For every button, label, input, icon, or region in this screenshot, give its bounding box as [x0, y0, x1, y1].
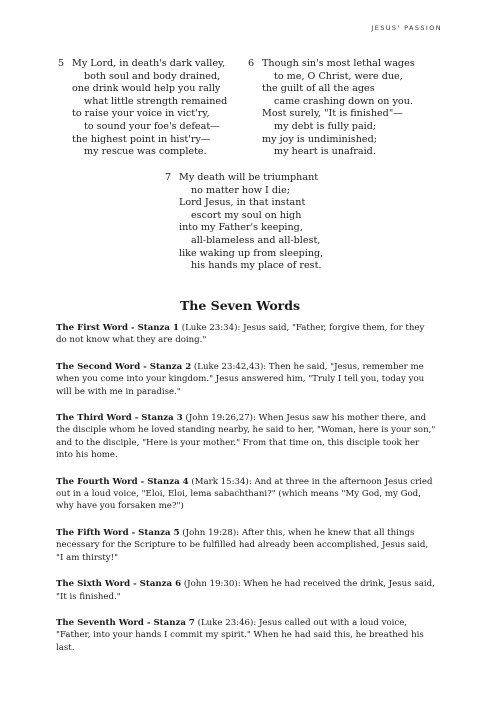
word-heading: The Fifth Word - Stanza 5 [56, 527, 180, 538]
stanza-line: the highest point in hist'ry— [72, 133, 211, 145]
word-heading: The First Word - Stanza 1 [56, 323, 179, 333]
word-text: (John 19:30): When he had received the drink, Jesus said, "It is finished." [56, 579, 435, 602]
running-head: JESUS' PASSION [371, 24, 442, 32]
word-text: (John 19:26,27): When Jesus saw his mother there, and the disciple whom he loved standing nearby, he said to her, "Woman, here is your son," and to the disciple, "Here is your mother." From that time on, this disciple took her into his home. [56, 413, 436, 461]
stanza-line: both soul and body drained, [84, 70, 221, 82]
stanza-number: 6 [248, 58, 255, 69]
word-entry [56, 476, 436, 513]
word-text: (Luke 23:42,43): Then he said, "Jesus, remember me when you come into your kingdom." Jesus answered him, "Truly I tell you, today you will be with me in paradise." [56, 361, 425, 397]
stanza-line: to raise your voice in vict'ry, [72, 108, 210, 120]
stanza-line: Though sin's most lethal wages [262, 58, 415, 69]
word-text: (Mark 15:34): And at three in the afternoon Jesus cried out in a loud voice, "Eloi, Eloi, lema sabachthani?" (which means "My God, my God, why have you forsaken me?") [56, 476, 433, 512]
stanza-line: my debt is fully paid; [274, 120, 377, 132]
word-entry [56, 361, 436, 398]
word-heading: The Third Word - Stanza 3 [56, 413, 183, 424]
word-entry [56, 412, 436, 462]
hymn-stanza-6 [248, 58, 415, 159]
stanza-line: Most surely, "It is finished"— [262, 108, 403, 120]
stanza-line: my joy is undiminished; [262, 133, 377, 145]
stanza-line: my rescue was complete. [84, 146, 207, 158]
stanza-line: to me, O Christ, were due, [274, 70, 403, 82]
stanza-line: what little strength remained [84, 95, 228, 107]
word-heading: The Fourth Word - Stanza 4 [56, 476, 189, 487]
stanza-line: Lord Jesus, in that instant [179, 197, 306, 209]
stanza-line: escort my soul on high [191, 209, 302, 221]
stanza-line: one drink would help you rally [72, 83, 221, 95]
stanza-line: my heart is unafraid. [274, 146, 376, 158]
stanza-number: 5 [58, 58, 65, 69]
word-text: (Luke 23:46): Jesus called out with a loud voice, "Father, into your hands I commit my spirit." When he had said this, he breathed his last. [56, 617, 424, 653]
stanza-line: to sound your foe's defeat— [84, 120, 220, 132]
stanza-line: into my Father's keeping, [179, 222, 303, 234]
word-entry [56, 322, 436, 347]
seven-words-list [56, 322, 436, 668]
hymn-stanza-7 [165, 172, 323, 273]
word-heading: The Sixth Word - Stanza 6 [56, 579, 182, 590]
word-entry [56, 527, 436, 564]
stanza-line: came crashing down on you. [274, 95, 413, 107]
stanza-number: 7 [165, 172, 172, 183]
stanza-line: his hands my place of rest. [191, 260, 322, 272]
stanza-line: all-blameless and all-blest, [191, 234, 321, 246]
stanza-line: the guilt of all the ages [262, 83, 375, 95]
word-entry [56, 578, 436, 603]
word-heading: The Seventh Word - Stanza 7 [56, 617, 195, 628]
stanza-line: My death will be triumphant [179, 172, 319, 183]
word-heading: The Second Word - Stanza 2 [56, 361, 192, 372]
word-text: (John 19:28): After this, when he knew that all things necessary for the Scripture to be fulfilled had already been accomplished, Jesus said, "I am thirsty!" [56, 527, 429, 563]
section-title: The Seven Words [179, 298, 301, 313]
stanza-line: like waking up from sleeping, [179, 247, 324, 259]
word-entry [56, 617, 436, 654]
stanza-line: no matter how I die; [191, 184, 291, 196]
stanza-line: My Lord, in death's dark valley, [72, 58, 226, 69]
word-text: (Luke 23:34): Jesus said, "Father, forgive them, for they do not know what they are doing." [56, 323, 425, 346]
hymn-stanza-5 [58, 58, 227, 159]
